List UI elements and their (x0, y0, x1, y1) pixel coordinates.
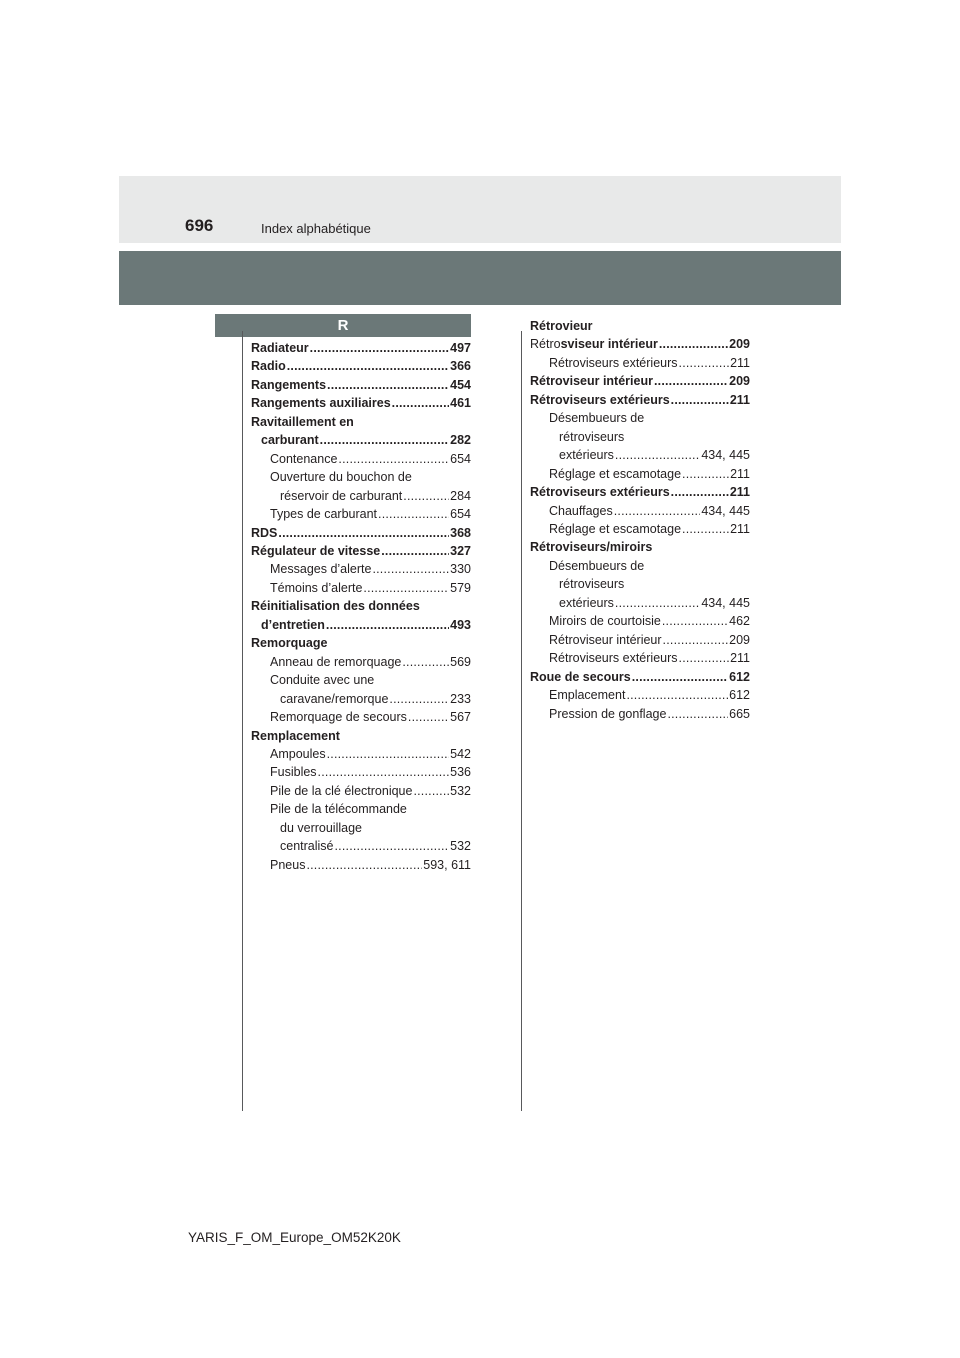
index-subentry[interactable]: Miroirs de courtoisie ..... 462 (530, 612, 750, 630)
index-subentry[interactable]: réservoir de carburant ..... 284 (251, 487, 471, 505)
index-subheading: du verrouillage (280, 820, 362, 835)
index-subentry[interactable]: Pression de gonflage ..... 665 (530, 705, 750, 723)
index-entry[interactable]: Rangements ..... 454 (251, 376, 471, 394)
index-subentry[interactable]: Anneau de remorquage ..... 569 (251, 653, 471, 671)
index-subheading: Désembueurs de (549, 411, 645, 426)
index-subentry[interactable]: Messages d’alerte ..... 330 (251, 560, 471, 578)
index-subheading: rétroviseurs (559, 577, 625, 592)
index-entry[interactable]: Rétrosviseur intérieur ..... 209 (530, 335, 750, 353)
index-subheading: rétroviseurs (559, 429, 625, 444)
index-entry[interactable]: carburant ..... 282 (251, 431, 471, 449)
letter-tab: R (215, 314, 471, 337)
index-entry[interactable]: Radio ..... 366 (251, 357, 471, 375)
column-divider-right (521, 331, 522, 1111)
index-subentry[interactable]: Rétroviseurs extérieurs ..... 211 (530, 649, 750, 667)
header-bar (119, 176, 841, 243)
index-subentry[interactable]: Pile de la clé électronique ..... 532 (251, 782, 471, 800)
index-subentry[interactable]: Emplacement ..... 612 (530, 686, 750, 704)
index-subentry[interactable]: centralisé ..... 532 (251, 837, 471, 855)
index-subentry[interactable]: caravane/remorque ..... 233 (251, 690, 471, 708)
index-entry[interactable]: Rétroviseur intérieur ..... 209 (530, 372, 750, 390)
index-subentry[interactable]: extérieurs ..... 434, 445 (530, 446, 750, 464)
index-subentry[interactable]: Remorquage de secours ..... 567 (251, 708, 471, 726)
index-heading: Ravitaillement en (251, 414, 354, 429)
footer-doc-code: YARIS_F_OM_Europe_OM52K20K (188, 1230, 401, 1245)
index-entry[interactable]: d’entretien ..... 493 (251, 616, 471, 634)
page-number: 696 (185, 216, 214, 235)
section-title: Index alphabétique (261, 221, 371, 236)
index-heading: Rétrovieur (530, 319, 593, 333)
index-subheading: Désembueurs de (549, 558, 645, 573)
index-subheading: Conduite avec une (270, 673, 375, 688)
index-subentry[interactable]: Témoins d’alerte ..... 579 (251, 579, 471, 597)
index-subentry[interactable]: Types de carburant ..... 654 (251, 505, 471, 523)
index-subentry[interactable]: Rétroviseurs extérieurs ..... 211 (530, 354, 750, 372)
index-subentry[interactable]: Ampoules ..... 542 (251, 745, 471, 763)
index-entry[interactable]: Rétroviseurs extérieurs ..... 211 (530, 391, 750, 409)
index-entry[interactable]: Roue de secours ..... 612 (530, 668, 750, 686)
index-entry[interactable]: Rangements auxiliaires ..... 461 (251, 394, 471, 412)
index-subentry[interactable]: extérieurs ..... 434, 445 (530, 594, 750, 612)
index-entry[interactable]: Régulateur de vitesse ..... 327 (251, 542, 471, 560)
index-entry[interactable]: Rétroviseurs extérieurs ..... 211 (530, 483, 750, 501)
index-entry[interactable]: RDS ..... 368 (251, 524, 471, 542)
index-heading: Réinitialisation des données (251, 599, 420, 614)
index-subentry[interactable]: Pneus ..... 593, 611 (251, 856, 471, 874)
index-heading: Remplacement (251, 728, 340, 743)
index-subentry[interactable]: Chauffages ..... 434, 445 (530, 502, 750, 520)
index-subentry[interactable]: Réglage et escamotage ..... 211 (530, 465, 750, 483)
index-entry[interactable]: Radiateur ..... 497 (251, 339, 471, 357)
index-subentry[interactable]: Réglage et escamotage ..... 211 (530, 520, 750, 538)
index-heading: Rétroviseurs/miroirs (530, 540, 653, 555)
column-divider-left (242, 331, 243, 1111)
index-subentry[interactable]: Rétroviseur intérieur ..... 209 (530, 631, 750, 649)
index-column-left (251, 339, 471, 874)
index-heading: Remorquage (251, 636, 328, 651)
index-subentry[interactable]: Contenance ..... 654 (251, 450, 471, 468)
index-column-right (530, 317, 750, 723)
index-subheading: Pile de la télécommande (270, 802, 407, 817)
header-band (119, 251, 841, 305)
index-subentry[interactable]: Fusibles ..... 536 (251, 763, 471, 781)
index-subheading: Ouverture du bouchon de (270, 470, 412, 485)
